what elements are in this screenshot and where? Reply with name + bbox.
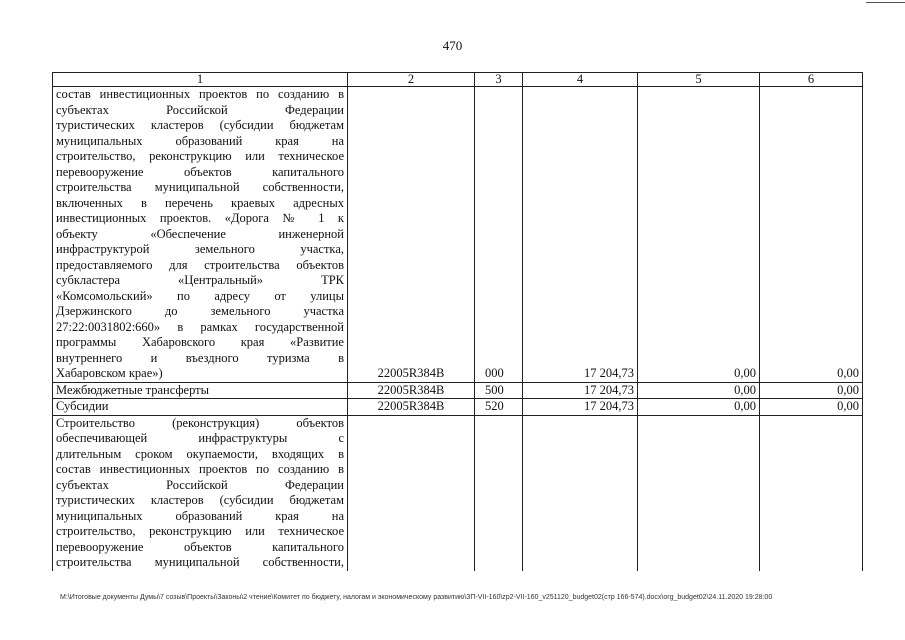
table-row xyxy=(53,415,863,571)
row-name-line: перевооружение объектов капитального xyxy=(56,539,344,554)
row-name-line: инвестиционных проектов. «Дорога № 1 к xyxy=(56,211,344,225)
row-name xyxy=(53,87,348,383)
top-edge-rule xyxy=(866,2,905,3)
value-col5: 0,00 xyxy=(638,399,760,416)
row-name-line: обеспечивающей инфраструктуры с xyxy=(56,431,344,445)
row-name-line: объекту «Обеспечение инженерной xyxy=(56,226,344,241)
row-name-line: субкластера «Центральный» ТРК xyxy=(56,273,344,287)
table-row xyxy=(53,382,863,399)
row-name-line: строительство, реконструкцию или техническое xyxy=(56,149,344,163)
table-row xyxy=(53,87,863,383)
row-name-line: субъектах Российской Федерации xyxy=(56,477,344,492)
value-col6: 0,00 xyxy=(760,382,863,399)
row-name-line: Строительство (реконструкция) объектов xyxy=(56,415,344,430)
column-header: 2 xyxy=(348,73,475,87)
column-header: 4 xyxy=(523,73,638,87)
row-name-line: субъектах Российской Федерации xyxy=(56,102,344,117)
column-header: 3 xyxy=(475,73,523,87)
target-article-code: 22005R384B xyxy=(348,382,475,399)
row-name-line: Межбюджетные трансферты xyxy=(56,382,210,397)
row-name-line: состав инвестиционных проектов по созданию в xyxy=(56,87,344,101)
row-name-line: муниципальных образований края на xyxy=(56,133,344,148)
row-name-line: включенных в перечень краевых адресных xyxy=(56,195,344,210)
document-footer-path: M:\Итоговые документы Думы\7 созыв\Проекты\Законы\2 чтение\Комитет по бюджету, налогам и экономическому развитию\ЗП-VII-160\zp2-VII-160_v251120_budget02(стр 166-574).docx\org_budget02\24.11.2020 19:28:00 xyxy=(60,594,773,601)
row-name-line: строительства муниципальной собственности, xyxy=(56,555,344,569)
column-number-row xyxy=(53,73,863,87)
value-col6: 0,00 xyxy=(760,87,863,383)
amount-cell: 17 204,73 xyxy=(523,382,638,399)
row-name-line: строительство, реконструкцию или техническое xyxy=(56,524,344,538)
value-col6: 0,00 xyxy=(760,399,863,416)
row-name xyxy=(53,399,348,416)
row-name-line: Хабаровском крае») xyxy=(56,366,163,380)
expense-type-code: 520 xyxy=(475,399,523,416)
row-name-line: состав инвестиционных проектов по созданию в xyxy=(56,462,344,476)
row-name-line: 27:22:0031802:660» в рамках государственной xyxy=(56,319,344,334)
column-header: 5 xyxy=(638,73,760,87)
value-col6 xyxy=(760,415,863,571)
amount-cell: 17 204,73 xyxy=(523,87,638,383)
row-name-line: программы Хабаровского края «Развитие xyxy=(56,335,344,349)
row-name-line: «Комсомольский» по адресу от улицы xyxy=(56,288,344,303)
row-name xyxy=(53,382,348,399)
row-name-line: внутреннего и въездного туризма в xyxy=(56,350,344,365)
target-article-code: 22005R384B xyxy=(348,87,475,383)
amount-cell: 17 204,73 xyxy=(523,399,638,416)
budget-table xyxy=(52,72,863,571)
value-col5: 0,00 xyxy=(638,382,760,399)
value-col5 xyxy=(638,415,760,571)
amount-cell xyxy=(523,415,638,571)
row-name-line: туристических кластеров (субсидии бюджетам xyxy=(56,118,344,132)
value-col5: 0,00 xyxy=(638,87,760,383)
table-row xyxy=(53,399,863,416)
expense-type-code xyxy=(475,415,523,571)
column-header: 1 xyxy=(53,73,348,87)
page-number: 470 xyxy=(442,38,463,53)
expense-type-code: 500 xyxy=(475,382,523,399)
expense-type-code: 000 xyxy=(475,87,523,383)
target-article-code xyxy=(348,415,475,571)
row-name-line: Субсидии xyxy=(56,399,109,413)
column-header: 6 xyxy=(760,73,863,87)
row-name-line: Дзержинского до земельного участка xyxy=(56,304,344,318)
row-name-line: перевооружение объектов капитального xyxy=(56,164,344,179)
row-name-line: строительства муниципальной собственности, xyxy=(56,180,344,194)
row-name-line: муниципальных образований края на xyxy=(56,508,344,523)
row-name xyxy=(53,415,348,571)
row-name-line: предоставляемого для строительства объектов xyxy=(56,257,344,272)
row-name-line: инфраструктурой земельного участка, xyxy=(56,242,344,256)
row-name-line: туристических кластеров (субсидии бюджетам xyxy=(56,493,344,507)
row-name-line: длительным сроком окупаемости, входящих в xyxy=(56,446,344,461)
target-article-code: 22005R384B xyxy=(348,399,475,416)
